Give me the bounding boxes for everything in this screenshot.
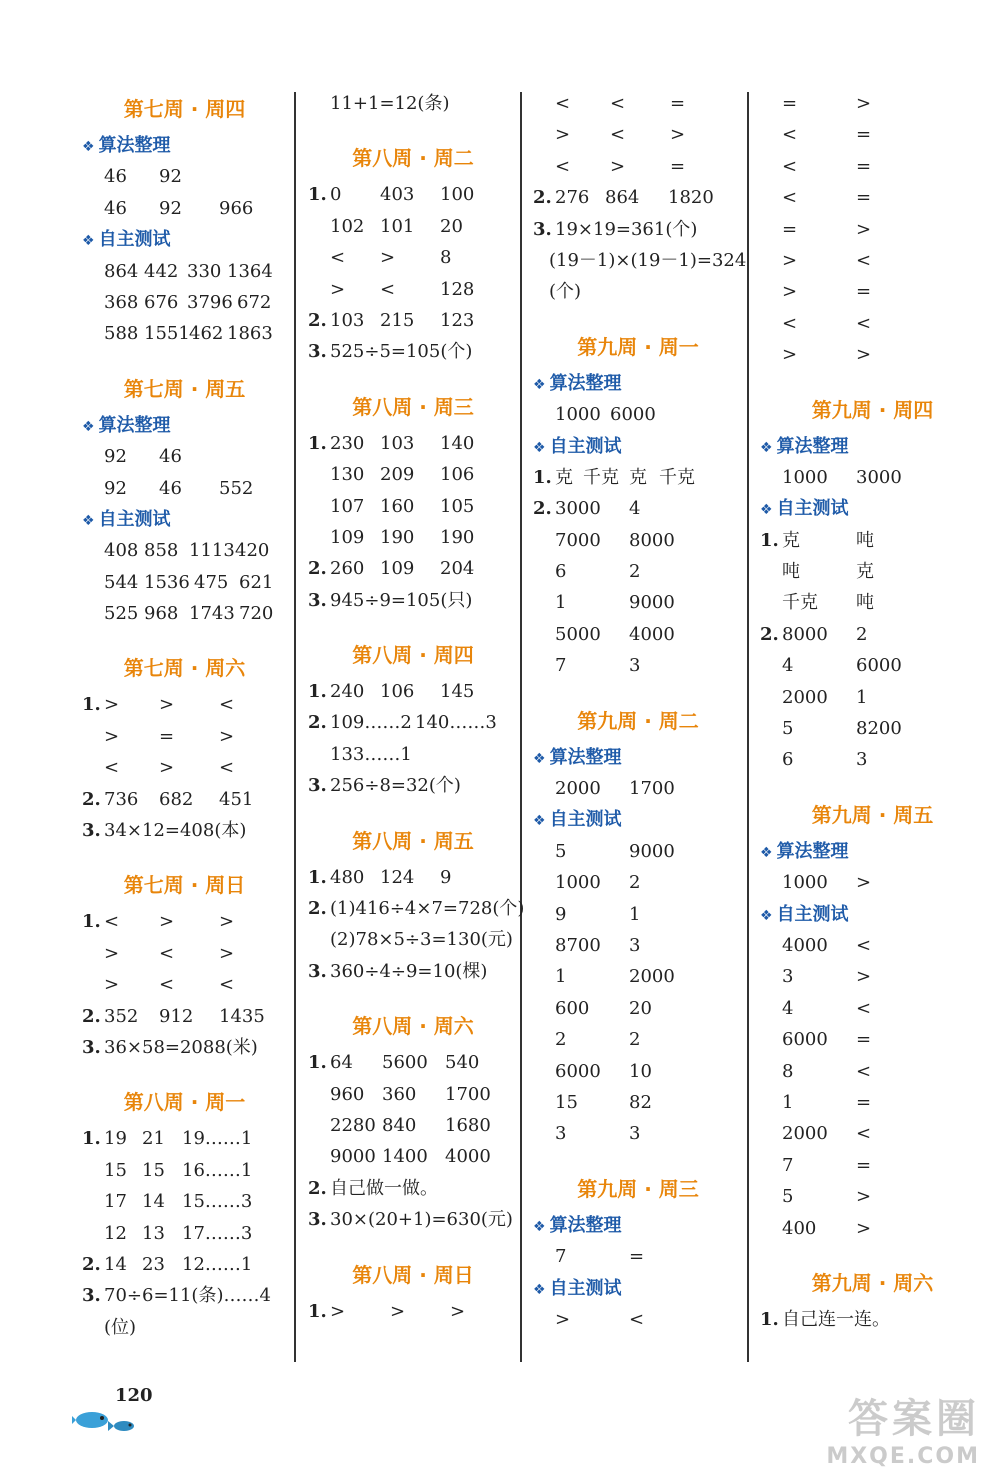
subsection-heading: ❖ 自主测试: [82, 508, 171, 530]
answer-row: 2. (1)416÷4×7=728(个): [308, 898, 525, 920]
diamond-icon: ❖: [760, 907, 773, 924]
answer-row: 107 160 105: [330, 495, 475, 517]
answer-row: 1 9000: [555, 592, 675, 614]
answer-row: 102 101 20: [330, 215, 463, 237]
answer-row: 400 >: [782, 1217, 872, 1239]
answer-row: 2280 840 1680: [330, 1114, 491, 1136]
answer-row: 1. 240 106 145: [308, 681, 475, 703]
answer-row: (19－1)×(19－1)=324: [549, 249, 747, 271]
diamond-icon: ❖: [533, 750, 546, 767]
column-divider: [294, 92, 296, 1362]
answer-row: 6 3: [782, 749, 868, 771]
answer-row: 960 360 1700: [330, 1083, 491, 1105]
answer-row: 8 <: [782, 1060, 872, 1082]
subsection-heading: ❖ 自主测试: [760, 903, 849, 925]
subsection-heading: ❖ 自主测试: [82, 229, 171, 251]
answer-row: 92 46 552: [104, 477, 254, 499]
answer-row: 3. 360÷4÷9=10(棵): [308, 960, 488, 982]
column-divider: [747, 92, 749, 1362]
answer-row: > < <: [104, 974, 235, 996]
answer-row: < < =: [555, 93, 686, 114]
answer-row: 2. 352 912 1435: [82, 1005, 265, 1027]
answer-row: < > <: [104, 757, 235, 779]
answer-row: < > =: [555, 155, 686, 177]
answer-row: 15 82: [555, 1091, 652, 1113]
section-title: 第九周 · 周二: [577, 708, 699, 733]
answer-row: 544 1536 475 621: [104, 571, 274, 593]
answer-row: 1000 6000: [555, 404, 656, 426]
answer-row: > = >: [104, 725, 235, 747]
answer-row: > <: [555, 1308, 645, 1330]
answer-row: 588 1551462 1863: [104, 323, 273, 345]
page-number: 120: [115, 1385, 153, 1406]
answer-row: 3. 30×(20+1)=630(元): [308, 1209, 513, 1231]
answer-row: 7000 8000: [555, 529, 675, 551]
answer-row: 5 8200: [782, 718, 902, 740]
section-title: 第八周 · 周一: [123, 1090, 246, 1115]
subsection-heading: ❖ 算法整理: [533, 1214, 622, 1236]
answer-row: 3. 945÷9=105(只): [308, 589, 473, 611]
answer-row: 7 =: [782, 1154, 872, 1176]
answer-row: 130 209 106: [330, 464, 475, 486]
subsection-heading: ❖ 算法整理: [533, 372, 622, 394]
answer-row: 600 20: [555, 997, 652, 1019]
answer-row: 408 858 1113420: [104, 540, 270, 562]
section-title: 第八周 · 周五: [352, 828, 474, 853]
diamond-icon: ❖: [82, 512, 95, 529]
answer-row: 1000 >: [782, 872, 872, 894]
answer-row: 6 2: [555, 561, 641, 583]
diamond-icon: ❖: [533, 1218, 546, 1235]
section-title: 第九周 · 周五: [811, 802, 934, 827]
answer-row: 吨 克: [782, 561, 874, 583]
subsection-heading: ❖ 自主测试: [533, 435, 622, 457]
answer-row: 3. 19×19=361(个): [533, 218, 698, 240]
answer-row: = >: [782, 93, 872, 114]
answer-row: 2. 260 109 204: [308, 558, 475, 580]
answer-row: > >: [782, 344, 872, 366]
answer-row: 46 92 966: [104, 197, 254, 219]
answer-row: > < 128: [330, 278, 475, 300]
answer-row: 15 15 16……1: [104, 1159, 253, 1181]
answer-row: 7 =: [555, 1246, 645, 1268]
answer-row: 133……1: [330, 743, 412, 765]
subsection-heading: ❖ 算法整理: [760, 435, 849, 457]
answer-row: 9 1: [555, 903, 641, 925]
answer-row: > < >: [555, 124, 686, 146]
answer-row: 6000 =: [782, 1029, 872, 1051]
section-title: 第八周 · 周二: [352, 146, 474, 171]
answer-row: 7 3: [555, 655, 641, 677]
answer-row: 1 =: [782, 1091, 872, 1113]
section-title: 第七周 · 周日: [123, 873, 246, 898]
subsection-heading: ❖ 自主测试: [533, 809, 622, 831]
subsection-heading: ❖ 算法整理: [82, 135, 171, 156]
section-title: 第七周 · 周四: [123, 97, 246, 121]
answer-row: 2. 3000 4: [533, 498, 641, 520]
answer-row: 864 442 330 1364: [104, 260, 273, 282]
answer-column-4: [760, 88, 985, 1335]
answer-row: 1. 自己连一连。: [760, 1308, 890, 1330]
answer-row: 46 92: [104, 166, 182, 188]
answer-row: < =: [782, 155, 872, 177]
answer-row: 4000 <: [782, 934, 872, 956]
answer-row: 4 6000: [782, 655, 902, 677]
section-title: 第九周 · 周三: [577, 1176, 699, 1201]
answer-row: 2000 1: [782, 686, 868, 708]
answer-row: 2 2: [555, 1029, 641, 1051]
answer-row: < =: [782, 124, 872, 146]
diamond-icon: ❖: [82, 418, 95, 435]
answer-row: 3. 36×58=2088(米): [82, 1036, 258, 1058]
column-divider: [520, 92, 522, 1362]
diamond-icon: ❖: [533, 813, 546, 830]
answer-column-3: [533, 88, 747, 1335]
answer-row: 2. 自己做一做。: [308, 1177, 438, 1199]
answer-row: 千克 吨: [782, 592, 874, 614]
answer-column-1: [82, 88, 287, 1343]
diamond-icon: ❖: [533, 439, 546, 456]
answer-row: 2000 <: [782, 1123, 872, 1145]
answer-row: 1000 3000: [782, 466, 902, 488]
answer-row: 3. 34×12=408(本): [82, 820, 247, 842]
subsection-heading: ❖ 算法整理: [533, 746, 622, 768]
answer-row: 2000 1700: [555, 778, 675, 800]
watermark: 答案圈 MXQE.COM: [826, 1396, 980, 1469]
diamond-icon: ❖: [760, 844, 773, 861]
answer-row: 1. 克 千克 克 千克: [533, 466, 695, 488]
answer-row: 1. 克 吨: [760, 529, 874, 551]
section-title: 第八周 · 周日: [352, 1262, 474, 1287]
answer-row: 1. 480 124 9: [308, 866, 452, 888]
answer-row: 5000 4000: [555, 623, 675, 645]
answer-row: 3 >: [782, 966, 872, 988]
answer-row: 3. 525÷5=105(个): [308, 341, 473, 363]
answer-row: 1. < > >: [82, 911, 235, 933]
section-title: 第九周 · 周六: [811, 1270, 934, 1295]
section-title: 第七周 · 周五: [123, 376, 246, 401]
answer-row: > < >: [104, 942, 235, 964]
answer-row: 1. > > <: [82, 694, 235, 716]
answer-row: 2. 14 23 12……1: [82, 1253, 253, 1275]
answer-row: < <: [782, 312, 872, 334]
answer-row: 368 676 3796 672: [104, 291, 272, 313]
section-title: 第八周 · 周六: [352, 1014, 474, 1039]
answer-row: 525 968 1743 720: [104, 603, 274, 625]
answer-row: = >: [782, 218, 872, 240]
answer-row: 11+1=12(条): [330, 93, 450, 114]
answer-row: 3 3: [555, 1123, 641, 1145]
answer-row: < > 8: [330, 247, 452, 269]
answer-row: 5 9000: [555, 840, 675, 862]
section-title: 第八周 · 周三: [352, 394, 474, 419]
answer-row: 8700 3: [555, 934, 641, 956]
subsection-heading: ❖ 算法整理: [82, 414, 171, 436]
answer-column-2: [308, 88, 525, 1327]
answer-row: 3. 256÷8=32(个): [308, 775, 461, 797]
answer-row: 2. 276 864 1820: [533, 187, 714, 209]
diamond-icon: ❖: [82, 139, 95, 155]
section-title: 第八周 · 周四: [352, 643, 474, 668]
diamond-icon: ❖: [533, 1281, 546, 1298]
answer-row: 17 14 15……3: [104, 1191, 253, 1213]
answer-row: 2. 109……2 140……3: [308, 712, 497, 734]
answer-row: 2. 736 682 451: [82, 788, 254, 810]
answer-row: 92 46: [104, 446, 182, 468]
answer-row: > =: [782, 281, 872, 303]
answer-row: 9000 1400 4000: [330, 1146, 491, 1168]
answer-row: 12 13 17……3: [104, 1222, 253, 1244]
diamond-icon: ❖: [82, 233, 95, 250]
answer-row: (个): [549, 281, 582, 303]
answer-row: 1. 0 403 100: [308, 184, 475, 206]
answer-row: 1000 2: [555, 872, 641, 894]
diamond-icon: ❖: [533, 376, 546, 393]
subsection-heading: ❖ 自主测试: [760, 498, 849, 520]
section-title: 第七周 · 周六: [123, 656, 246, 681]
answer-row: 4 <: [782, 997, 872, 1019]
answer-row: 3. 70÷6=11(条)……4: [82, 1285, 271, 1307]
answer-row: 1. 64 5600 540: [308, 1052, 480, 1074]
answer-row: 1. 230 103 140: [308, 432, 475, 454]
answer-row: < =: [782, 187, 872, 209]
section-title: 第九周 · 周一: [577, 334, 699, 359]
answer-row: 2. 8000 2: [760, 623, 868, 645]
diamond-icon: ❖: [760, 439, 773, 456]
answer-row: (2)78×5÷3=130(元): [330, 929, 513, 951]
subsection-heading: ❖ 算法整理: [760, 840, 849, 862]
answer-row: 2. 103 215 123: [308, 309, 475, 331]
answer-row: 109 190 190: [330, 526, 475, 548]
answer-row: 1 2000: [555, 966, 675, 988]
answer-row: (位): [104, 1316, 137, 1338]
answer-row: 1. > > >: [308, 1300, 466, 1322]
answer-row: 5 >: [782, 1186, 872, 1208]
answer-row: 1. 19 21 19……1: [82, 1128, 253, 1150]
answer-row: > <: [782, 249, 872, 271]
answer-row: 6000 10: [555, 1060, 652, 1082]
diamond-icon: ❖: [760, 502, 773, 519]
section-title: 第九周 · 周四: [811, 397, 934, 422]
subsection-heading: ❖ 自主测试: [533, 1277, 622, 1299]
